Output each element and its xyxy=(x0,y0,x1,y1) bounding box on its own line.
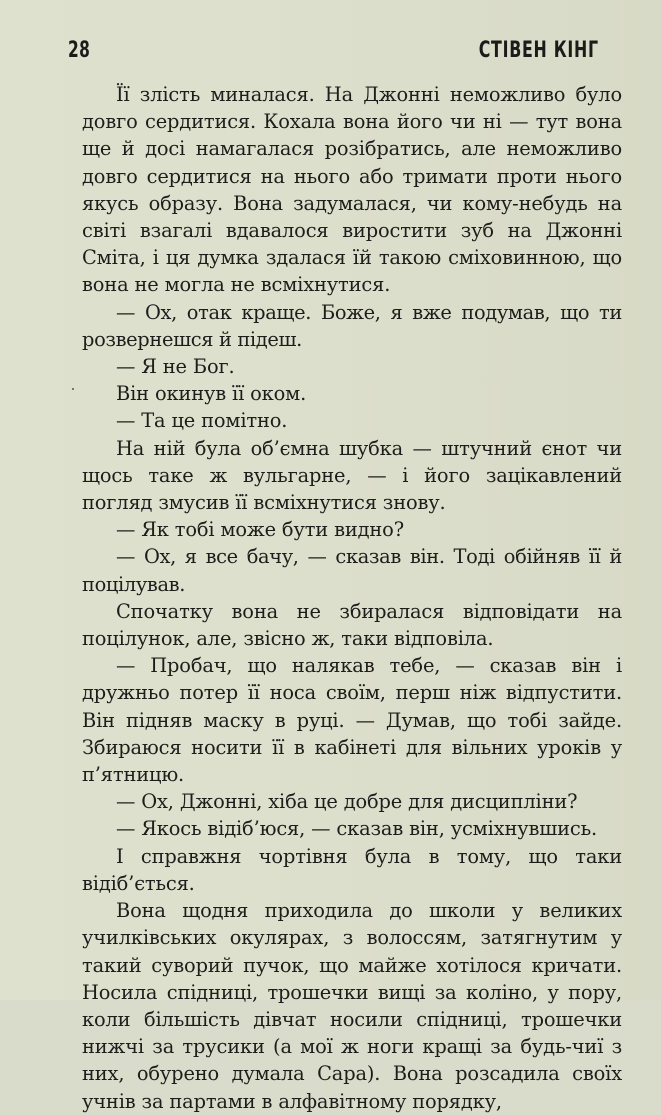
paragraph: І справжня чортівня була в тому, що таки відіб’ється. xyxy=(82,844,622,895)
paragraph: На ній була об’ємна шубка — штучний єнот чи щось таке ж вульгарне, — і його зацікавлений погляд змусив її всміхнутися знову. xyxy=(82,436,622,515)
paragraph: — Та це помітно. xyxy=(116,409,288,433)
paragraph: Її злість миналася. На Джонні неможливо було довго сердитися. Кохала вона його чи ні — тут вона ще й досі намагалася розібратись, але неможливо довго сердитися на нього або тримати проти нього якусь образу. Вона задумалася, чи кому-небудь на світі взагалі вдавалося виростити зуб на Джонні Сміта, і ця думка здалася їй такою сміховинною, що вона не могла не всміхнутися. xyxy=(82,83,622,297)
body-text xyxy=(82,81,622,1115)
paragraph: — Ох, Джонні, хіба це добре для дисципліни? xyxy=(116,790,578,814)
paragraph: — Як тобі може бути видно? xyxy=(116,518,404,542)
author-name: СТІВЕН КІНГ xyxy=(478,38,599,63)
paragraph: — Пробач, що налякав тебе, — сказав він і дружньо потер її носа своїм, перш ніж відпустити. Він підняв маску в руці. — Думав, що тобі зайде. Збираюся носити її в кабінеті для вільних уроків у п’ятницю. xyxy=(82,654,622,787)
paragraph: — Ох, я все бачу, — сказав він. Тоді обійняв її й поцілував. xyxy=(82,545,622,596)
paragraph: — Ох, отак краще. Боже, я вже подумав, що ти розвернешся й підеш. xyxy=(82,300,622,351)
paragraph: — Якось відіб’юся, — сказав він, усміхнувшись. xyxy=(116,817,598,841)
page-number: 28 xyxy=(68,38,91,63)
running-head xyxy=(0,30,661,70)
paragraph: — Я не Бог. xyxy=(116,355,235,379)
paper-speck xyxy=(72,388,74,390)
paragraph: Вона щодня приходила до школи у великих училківських окулярах, з волоссям, затягнутим у такий суворий пучок, що майже хотілося кричати. Носила спідниці, трошечки вищі за коліно, у пору, коли більшість дівчат носили спідниці, трошечки нижчі за трусики (а мої ж ноги кращі за будь-чиї з них, обурено думала Сара). Вона розсадила своїх учнів за партами в алфавітному порядку, xyxy=(82,899,622,1113)
paragraph: Він окинув її оком. xyxy=(116,382,307,406)
paragraph: Спочатку вона не збиралася відповідати на поцілунок, але, звісно ж, таки відповіла. xyxy=(82,599,622,651)
